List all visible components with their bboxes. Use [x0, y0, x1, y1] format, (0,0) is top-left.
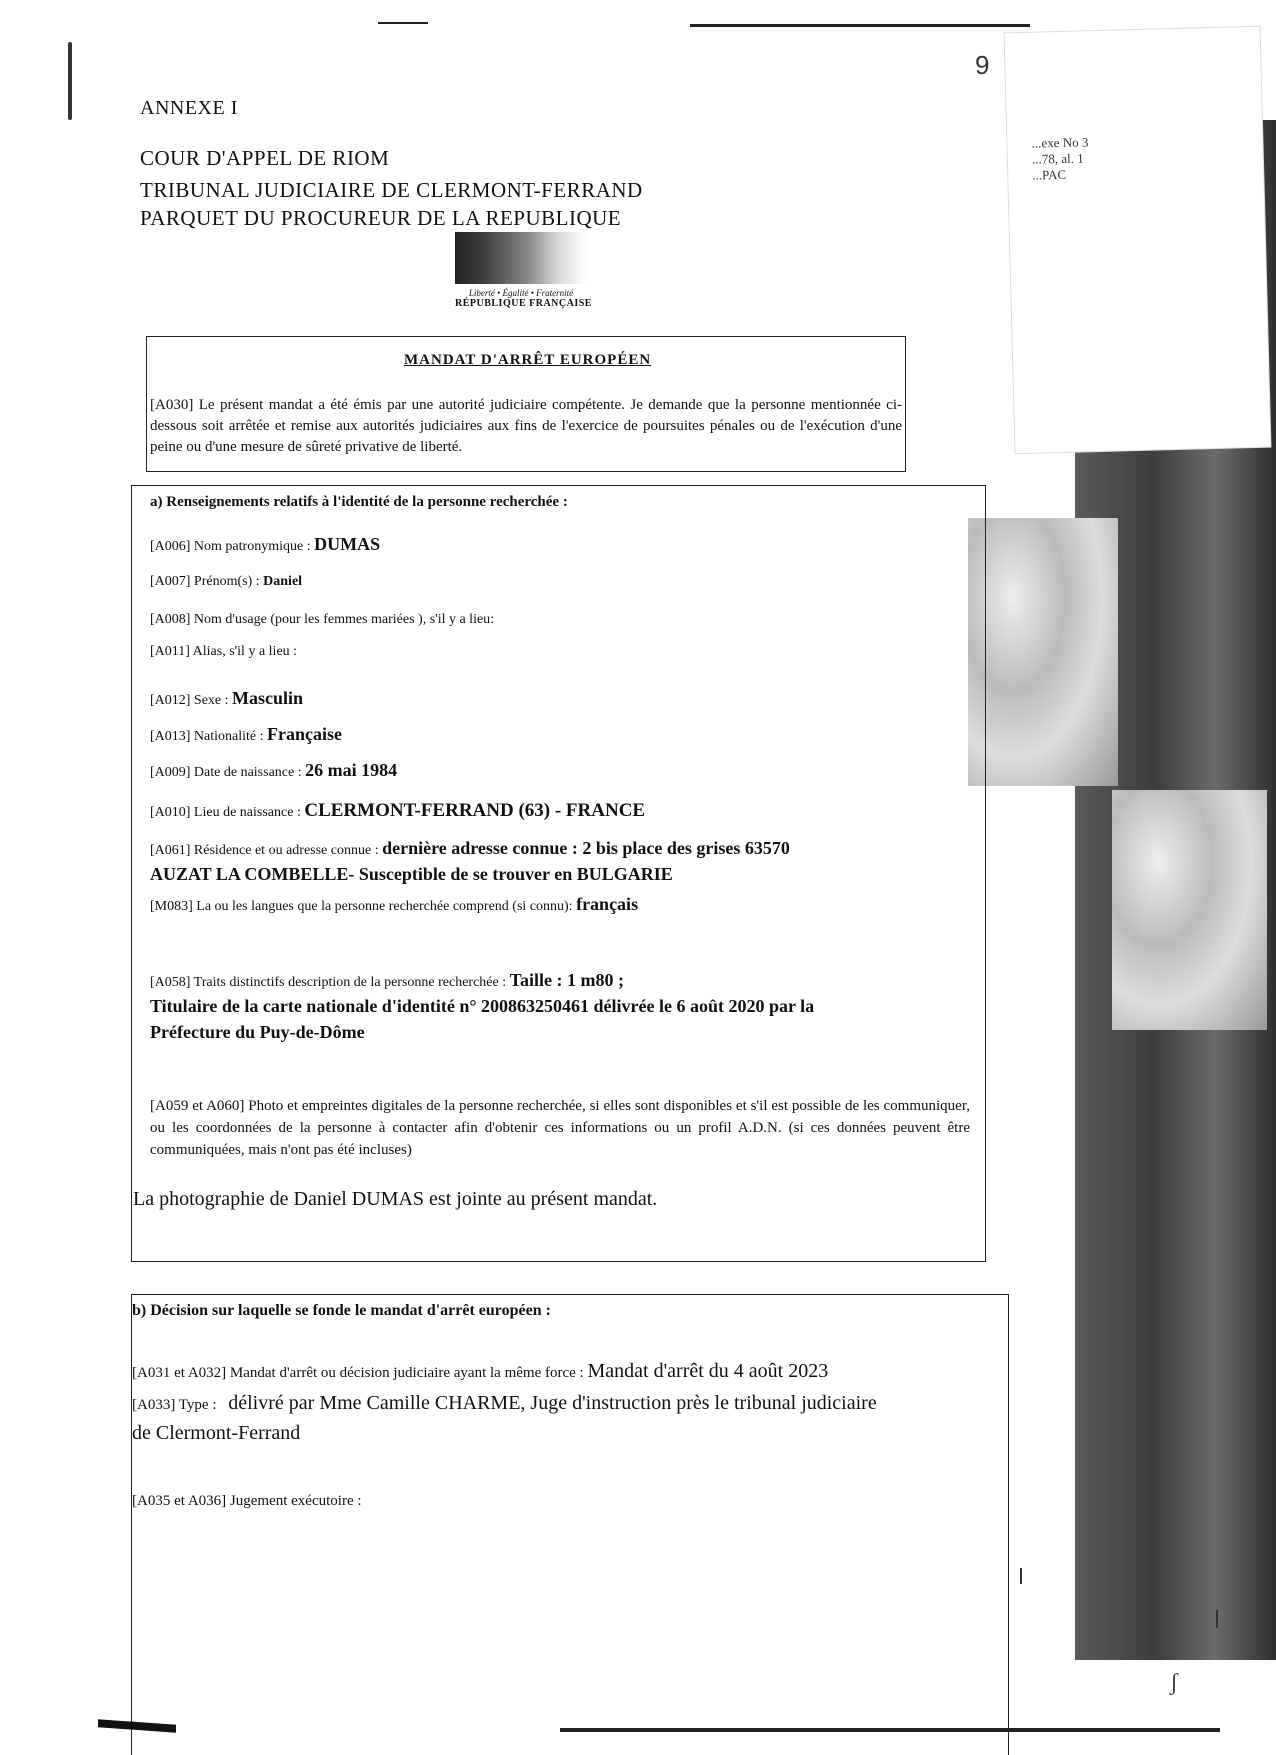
field-langues — [150, 894, 638, 915]
field-type-cont — [132, 1422, 300, 1445]
field-label: [A008] Nom d'usage (pour les femmes mariées ), s'il y a lieu: — [150, 612, 495, 627]
identity-section-heading: a) Renseignements relatifs à l'identité de la personne recherchée : — [150, 494, 568, 510]
field-value: de Clermont-Ferrand — [132, 1422, 301, 1444]
warrant-intro-text: [A030] Le présent mandat a été émis par une autorité judiciaire compétente. Je demande que la personne mentionnée ci-dessous soit arrêtée et remise aux autorités judiciaires aux fins de l'exercice de poursuites pénales ou de l'exécution d'une peine ou d'une mesure de sûreté privative de liberté. — [150, 397, 902, 455]
field-label: [A010] Lieu de naissance : — [150, 805, 305, 820]
annex-label: ANNEXE I — [140, 97, 238, 119]
field-value: délivré par Mme Camille CHARME, Juge d'instruction près le tribunal judiciaire — [228, 1392, 877, 1414]
field-label: [A006] Nom patronymique : — [150, 539, 315, 554]
field-value: Masculin — [232, 688, 304, 708]
field-date-naissance — [150, 760, 397, 781]
photo-attached-note: La photographie de Daniel DUMAS est jointe au présent mandat. — [133, 1188, 658, 1210]
field-residence-cont — [150, 864, 673, 885]
stub-line: ...78, al. 1 — [1031, 150, 1084, 167]
field-value: CLERMONT-FERRAND (63) - FRANCE — [304, 800, 646, 821]
field-value: français — [576, 894, 639, 914]
field-jugement — [132, 1492, 362, 1510]
field-nationalite — [150, 724, 342, 745]
field-value: Taille : 1 m80 ; — [509, 970, 624, 990]
field-value: Préfecture du Puy-de-Dôme — [150, 1022, 365, 1042]
field-nom — [150, 534, 380, 555]
scan-tick — [1216, 1610, 1218, 1628]
field-residence — [150, 838, 790, 859]
court-name: COUR D'APPEL DE RIOM — [140, 146, 390, 170]
scan-top-line — [690, 24, 1030, 27]
field-label: [A012] Sexe : — [150, 693, 233, 708]
parquet-name: PARQUET DU PROCUREUR DE LA REPUBLIQUE — [140, 206, 622, 230]
marianne-emblem — [455, 232, 587, 284]
tribunal-name: TRIBUNAL JUDICIAIRE DE CLERMONT-FERRAND — [140, 178, 643, 202]
stub-text — [1032, 135, 1090, 184]
field-label: [A061] Résidence et ou adresse connue : — [150, 843, 383, 858]
decision-section-heading: b) Décision sur laquelle se fonde le mandat d'arrêt européen : — [132, 1302, 551, 1319]
field-usage — [150, 610, 494, 628]
field-value: Titulaire de la carte nationale d'identité n° 200863250461 délivrée le 6 août 2020 par la — [150, 996, 815, 1016]
field-label: [A007] Prénom(s) : — [150, 574, 264, 589]
field-sexe — [150, 688, 303, 709]
logo-name: RÉPUBLIQUE FRANÇAISE — [455, 298, 592, 309]
field-value: DUMAS — [314, 534, 381, 554]
stub-line: ...PAC — [1032, 166, 1067, 183]
field-label: [A009] Date de naissance : — [150, 765, 306, 780]
field-value: Mandat d'arrêt du 4 août 2023 — [587, 1360, 829, 1382]
field-label: [A013] Nationalité : — [150, 729, 268, 744]
logo-motto: Liberté • Égalité • Fraternité — [468, 288, 574, 298]
field-traits-cont — [150, 996, 814, 1017]
stub-line: ...exe No 3 — [1031, 134, 1089, 151]
field-value: dernière adresse connue : 2 bis place des grises 63570 — [382, 838, 790, 858]
overlapping-sheet — [1005, 27, 1271, 454]
field-value: 26 mai 1984 — [305, 760, 398, 780]
scan-footer-line — [560, 1728, 1220, 1732]
field-value: AUZAT LA COMBELLE- Susceptible de se trouver en BULGARIE — [150, 864, 673, 884]
field-value: Daniel — [263, 574, 303, 589]
field-label: [A058] Traits distinctifs description de la personne recherchée : — [150, 975, 510, 990]
field-traits-cont2 — [150, 1022, 365, 1043]
field-traits — [150, 970, 624, 991]
field-prenom — [150, 572, 302, 590]
scan-curl: ʃ — [1170, 1670, 1178, 1696]
scan-mottle-1 — [968, 518, 1118, 786]
field-label: [A031 et A032] Mandat d'arrêt ou décision judiciaire ayant la même force : — [132, 1365, 588, 1381]
photo-fingerprints-text: [A059 et A060] Photo et empreintes digitales de la personne recherchée, si elles sont disponibles et s'il est possible de les communiquer, ou les coordonnées de la personne à contacter afin d'obtenir ces informations ou un profil A.D.N. (si ces données peuvent être communiquées, mais n'ont pas été incluses) — [150, 1098, 970, 1158]
scan-top-dash — [378, 22, 428, 24]
field-decision — [132, 1360, 828, 1383]
page-number: 9 — [975, 50, 990, 80]
warrant-title: MANDAT D'ARRÊT EUROPÉEN — [404, 352, 652, 368]
field-label: [M083] La ou les langues que la personne recherchée comprend (si connu): — [150, 899, 577, 914]
field-type — [132, 1392, 877, 1415]
scan-mottle-2 — [1112, 790, 1267, 1030]
field-value: Française — [267, 724, 343, 744]
field-label: [A011] Alias, s'il y a lieu : — [150, 644, 298, 659]
scan-tick — [1020, 1568, 1022, 1584]
field-label: [A033] Type : — [132, 1397, 221, 1413]
republic-logo — [455, 232, 592, 309]
field-alias — [150, 642, 297, 660]
binding-mark — [68, 42, 72, 120]
field-label: [A035 et A036] Jugement exécutoire : — [132, 1493, 362, 1509]
field-lieu-naissance — [150, 800, 645, 822]
